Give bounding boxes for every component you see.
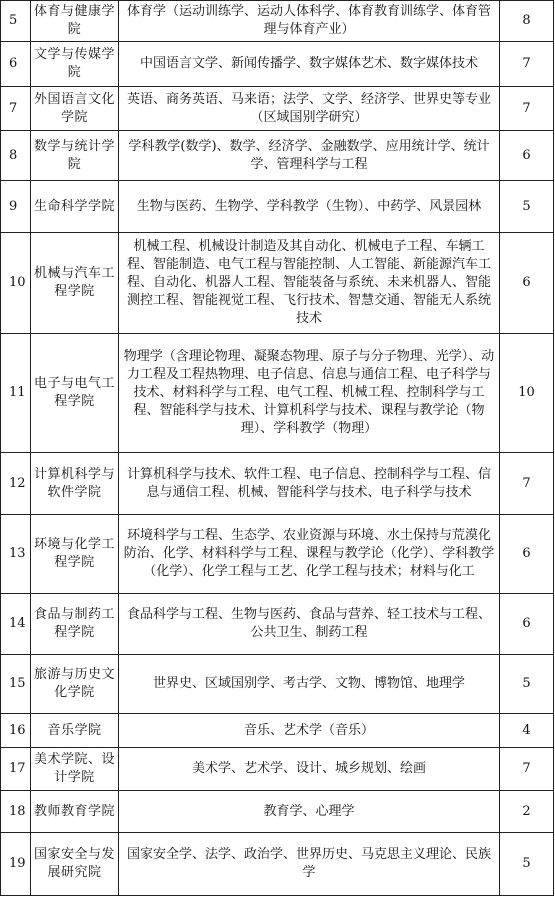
table-row: [1, 181, 554, 233]
college-name: 文学与传媒学院: [31, 42, 119, 87]
quota-count: 4: [500, 714, 554, 748]
majors-list: 中国语言文学、新闻传播学、数字媒体艺术、数字媒体技术: [119, 42, 500, 87]
row-number: 13: [1, 515, 31, 594]
college-name: 美术学院、设计学院: [31, 748, 119, 791]
college-name: 体育与健康学院: [31, 1, 119, 42]
majors-list: 生物与医药、生物学、学科教学（生物）、中药学、风景园林: [119, 181, 500, 233]
quota-count: 6: [500, 515, 554, 594]
quota-count: 5: [500, 833, 554, 896]
row-number: 17: [1, 748, 31, 791]
table-row: [1, 42, 554, 87]
college-name: 机械与汽车工程学院: [31, 233, 119, 334]
majors-list: 体育学（运动训练学、运动人体科学、体育教育训练学、体育管理与体育产业）: [119, 1, 500, 42]
quota-count: 10: [500, 334, 554, 453]
quota-count: 5: [500, 181, 554, 233]
college-name: 食品与制药工程学院: [31, 594, 119, 655]
majors-list: 环境科学与工程、生态学、农业资源与环境、水土保持与荒漠化防治、化学、材料科学与工程、课程与教学论（化学）、学科教学（化学）、化学工程与工艺、化学工程与技术；材料与化工: [119, 515, 500, 594]
majors-list: 教育学、心理学: [119, 791, 500, 833]
majors-list: 国家安全学、法学、政治学、世界历史、马克思主义理论、民族学: [119, 833, 500, 896]
row-number: 7: [1, 87, 31, 131]
quota-count: 6: [500, 594, 554, 655]
majors-list: 学科教学(数学)、数学、经济学、金融数学、应用统计学、统计学、管理科学与工程: [119, 131, 500, 181]
row-number: 6: [1, 42, 31, 87]
quota-count: 6: [500, 233, 554, 334]
college-name: 教师教育学院: [31, 791, 119, 833]
row-number: 12: [1, 453, 31, 515]
quota-count: 7: [500, 453, 554, 515]
quota-count: 7: [500, 748, 554, 791]
college-name: 生命科学学院: [31, 181, 119, 233]
table-row: [1, 1, 554, 42]
majors-list: 世界史、区域国别学、考古学、文物、博物馆、地理学: [119, 655, 500, 714]
table-row: [1, 515, 554, 594]
row-number: 14: [1, 594, 31, 655]
row-number: 19: [1, 833, 31, 896]
college-name: 旅游与历史文化学院: [31, 655, 119, 714]
majors-list: 计算机科学与技术、软件工程、电子信息、控制科学与工程、信息与通信工程、机械、智能科学与技术、电子科学与技术: [119, 453, 500, 515]
table-row: [1, 714, 554, 748]
table-row: [1, 334, 554, 453]
table-row: [1, 87, 554, 131]
majors-list: 美术学、艺术学、设计、城乡规划、绘画: [119, 748, 500, 791]
majors-list: 音乐、艺术学（音乐）: [119, 714, 500, 748]
quota-count: 7: [500, 87, 554, 131]
quota-count: 5: [500, 655, 554, 714]
row-number: 16: [1, 714, 31, 748]
row-number: 5: [1, 1, 31, 42]
quota-count: 6: [500, 131, 554, 181]
row-number: 9: [1, 181, 31, 233]
college-name: 国家安全与发展研究院: [31, 833, 119, 896]
table-row: [1, 131, 554, 181]
row-number: 11: [1, 334, 31, 453]
majors-list: 物理学（含理论物理、凝聚态物理、原子与分子物理、光学）、动力工程及工程热物理、电子信息、信息与通信工程、电子科学与技术、材料科学与工程、电气工程、机械工程、控制科学与工程、智能科学与技术、计算机科学与技术、课程与教学论（物理）、学科教学（物理）: [119, 334, 500, 453]
majors-list: 食品科学与工程、生物与医药、食品与营养、轻工技术与工程、公共卫生、制药工程: [119, 594, 500, 655]
table-row: [1, 748, 554, 791]
table-row: [1, 833, 554, 896]
row-number: 10: [1, 233, 31, 334]
table-body: [1, 1, 554, 896]
table-row: [1, 233, 554, 334]
quota-count: 7: [500, 42, 554, 87]
college-name: 电子与电气工程学院: [31, 334, 119, 453]
college-name: 音乐学院: [31, 714, 119, 748]
majors-list: 英语、商务英语、马来语；法学、文学、经济学、世界史等专业（区域国别学研究）: [119, 87, 500, 131]
college-name: 外国语言文化学院: [31, 87, 119, 131]
row-number: 18: [1, 791, 31, 833]
college-name: 数学与统计学院: [31, 131, 119, 181]
table-row: [1, 453, 554, 515]
table-row: [1, 791, 554, 833]
row-number: 8: [1, 131, 31, 181]
quota-count: 8: [500, 1, 554, 42]
row-number: 15: [1, 655, 31, 714]
table-row: [1, 655, 554, 714]
table-row: [1, 594, 554, 655]
majors-list: 机械工程、机械设计制造及其自动化、机械电子工程、车辆工程、智能制造、电气工程与智能控制、人工智能、新能源汽车工程、自动化、机器人工程、智能装备与系统、未来机器人、智能测控工程、智能视觉工程、飞行技术、智慧交通、智能无人系统技术: [119, 233, 500, 334]
college-name: 计算机科学与软件学院: [31, 453, 119, 515]
quota-count: 2: [500, 791, 554, 833]
college-name: 环境与化学工程学院: [31, 515, 119, 594]
